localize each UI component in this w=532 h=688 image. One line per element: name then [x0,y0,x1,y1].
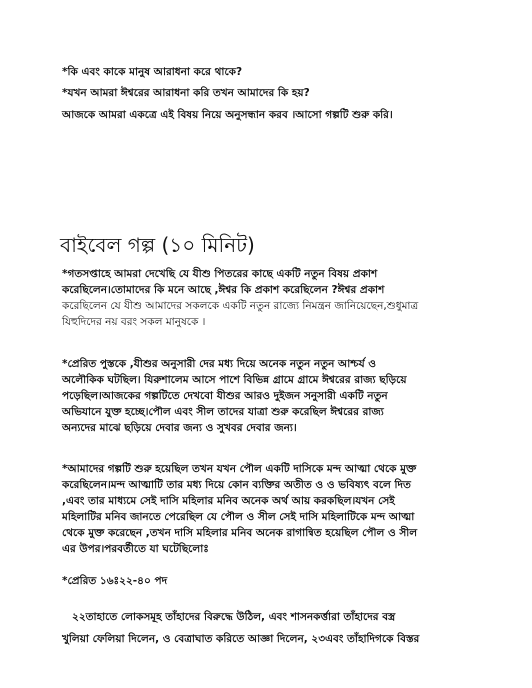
paragraph-3-line: এর উপর।পরবর্তীতে যা ঘটেছিলোঃ [62,543,209,555]
paragraph-2-line: পড়েছিল।আজকের গল্পটিতে দেখবো যীশুর আরও দুইজন সনুসারী একটি নতুন [62,390,388,402]
paragraph-1-line: করেছিলেন।তোমাদের কি মনে আছে ,ঈশ্বর কি প্রকাশ করেছিলেন ?ঈশ্বর প্রকাশ [62,284,385,296]
paragraph-3-line: করেছিলেন।মন্দ আত্মাটি তার মধ্য দিয়ে কোন ব্যক্তির অতীত ও ও ভবিষ্যৎ বলে দিত [62,479,411,491]
paragraph-2 [62,356,502,436]
paragraph-3 [62,461,502,557]
paragraph-1-line: করেছিলেন যে যীশু আমাদের সকলকে একটি নতুন রাজ্যে নিমন্ত্রন জানিয়েছেন,শুধুমাত্র [62,300,419,312]
paragraph-2-line: অভিযানে যুক্ত হচ্ছে।পৌল এবং সীল তাদের যাত্রা শুরু করেছিল ঈশ্বরের রাজ্য [62,406,384,418]
scripture-reference: *প্রেরিত ১৬ঃ২২-৪০ পদ [62,575,168,587]
intro-question-2: *যখন আমরা ঈশ্বরের আরাধনা করি তখন আমাদের কি হয়? [62,87,310,99]
paragraph-3-line: থেকে মুক্ত করেছেন ,তখন দাসি মহিলার মনিব অনেক রাগান্বিত হয়েছিল পৌল ও সীল [62,527,418,539]
paragraph-3-line: ,এবং তার মাধ্যমে সেই দাসি মহিলার মনিব অনেক অর্থ আয় করকছিল।যখন সেই [62,495,395,507]
paragraph-1-line: *গতসপ্তাহে আমরা দেখেছি যে যীশু পিতরের কাছে একটি নতুন বিষয় প্রকাশ [62,268,378,280]
scripture-verse [62,606,512,650]
intro-statement: আজকে আমরা একত্রে এই বিষয় নিয়ে অনুসন্ধান করব ।আসো গল্পটি শুরু করি। [62,109,393,121]
intro-question-1: *কি এবং কাকে মানুষ আরাধনা করে থাকে? [62,66,243,78]
scripture-verse-line: খুলিয়া ফেলিয়া দিলেন, ও বেত্রাঘাত করিতে আজ্ঞা দিলেন, ২৩এবং তাঁহাদিগকে বিস্তর [62,633,420,645]
scripture-verse-line: ২২তাহাতে লোকসমূহ তাঁহাদের বিরুদ্ধে উঠিল, এবং শাসনকর্ত্তারা তাঁহাদের বস্ত্র [72,611,396,623]
paragraph-1 [62,266,502,330]
paragraph-2-line: অন্যদের মাঝে ছড়িয়ে দেবার জন্য ও সুখবর দেবার জন্য। [62,422,297,434]
paragraph-2-line: *প্রেরিত পুস্তকে ,যীশুর অনুসারী দের মধ্য দিয়ে অনেক নতুন নতুন আশ্চর্য ও [62,358,377,370]
paragraph-3-line: *আমাদের গল্পটি শুরু হয়েছিল তখন যখন পৌল একটি দাসিকে মন্দ আত্মা থেকে মুক্ত [62,463,417,475]
paragraph-3-line: মহিলাটির মনিব জানতে পেরেছিল যে পৌল ও সীল সেই দাসি মহিলাটিকে মন্দ আত্মা [62,511,415,523]
paragraph-1-line: যিহুদিদের নয় বরং সকল মানুষকে । [62,316,206,328]
paragraph-2-line: অলৌকিক ঘটছিল। যিরুশালেম আসে পাশে বিভিন্ন গ্রামে গ্রামে ঈশ্বরের রাজ্য ছড়িয়ে [62,374,407,386]
section-heading: বাইবেল গল্প (১০ মিনিট) [60,233,255,257]
